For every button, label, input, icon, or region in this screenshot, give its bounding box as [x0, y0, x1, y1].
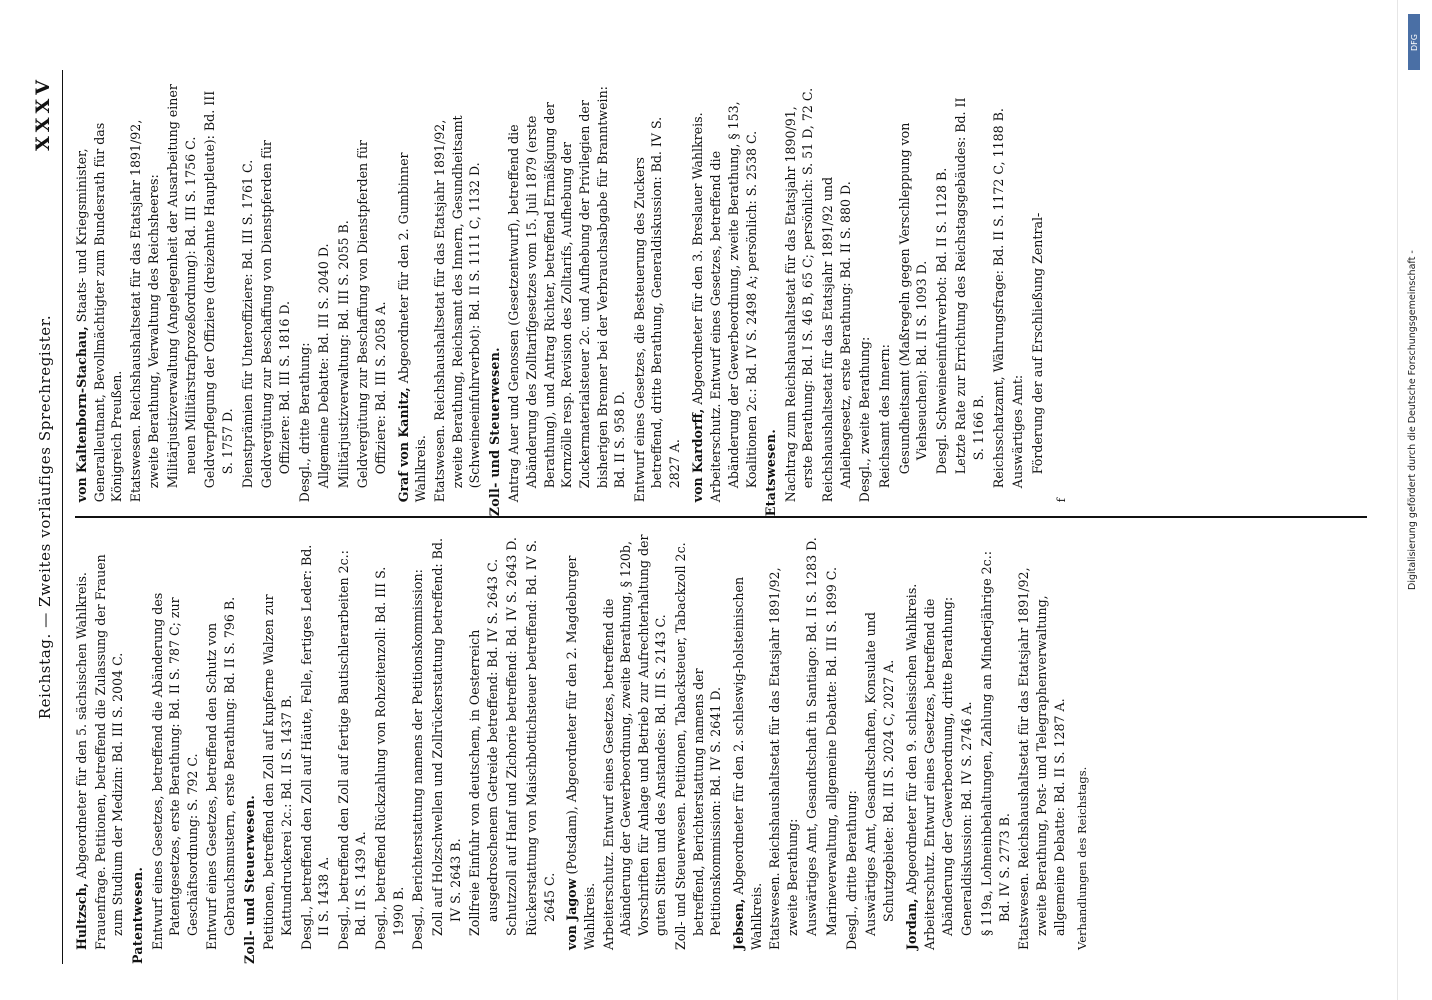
register-item: Etatswesen. Reichshaushaltsetat für das Etatsjahr 1891/92, zweite Berathung, Post- und Telegraphenverwaltung, allgemeine Debatte: Bd. II S. 1287 A.	[1016, 567, 1067, 950]
register-item: Militärjustizverwaltung: Bd. III S. 2055 B.	[335, 220, 351, 489]
right-column	[73, 70, 1367, 516]
register-item: Geldverpflegung der Offiziere (dreizehnte Hauptleute): Bd. III S. 1757 D.	[202, 90, 235, 489]
register-item: Zoll auf Holzschwellen und Zollrückerstattung betreffend: Bd. IV S. 2643 B.	[429, 538, 463, 936]
speaker-name: von Kardorff,	[689, 408, 705, 503]
entry-heading	[395, 84, 430, 502]
register-entry	[73, 532, 558, 964]
register-item: Desgl., zweite Berathung:	[857, 336, 873, 503]
speaker-description: Staats- und Kriegsminister, Generalleutnant, Bevollmächtigter zum Bundesrath für das Königreich Preußen.	[74, 122, 125, 503]
register-entry	[73, 84, 390, 502]
register-entry	[903, 532, 1069, 950]
register-item: Auswärtiges Amt, Gesandtschaften, Konsulate und Schutzgebiete: Bd. III S. 2024 C, 2027 A.	[863, 612, 896, 936]
entry-heading	[689, 84, 707, 502]
dfg-logo	[1408, 14, 1420, 70]
topic-heading: Patentwesen.	[129, 866, 145, 964]
register-item: Desgl. Schweineeinfuhrverbot: Bd. II S. 1128 B.	[933, 167, 949, 475]
page-number: XXXV	[32, 76, 54, 151]
register-item: Generaldiskussion: Bd. IV S. 2746 A.	[959, 701, 975, 936]
register-item: Allgemeine Debatte: Bd. III S. 2040 D.	[316, 243, 332, 489]
entry-heading	[73, 84, 126, 502]
register-entry	[395, 84, 684, 517]
speaker-description: Abgeordneter für den 2. Gumbinner Wahlkreis.	[395, 152, 429, 503]
speaker-description: Abgeordneter für den 3. Breslauer Wahlkreis.	[689, 112, 705, 405]
left-column	[73, 518, 1367, 964]
speaker-description: Abgeordneter für den 9. schlesischen Wahlkreis.	[903, 583, 919, 895]
register-item: Entwurf eines Gesetzes, betreffend den Schutz von Gebrauchsmustern, erste Berathung: Bd. II S. 796 B.	[204, 596, 237, 950]
entry-heading	[903, 532, 921, 950]
register-item: Zollfreie Einfuhr von deutschem, in Oesterreich ausgedroschenem Getreide betreffend: Bd. IV S. 2643 C.	[467, 558, 500, 936]
register-item: Frauenfrage. Petitionen, betreffend die Zulassung der Frauen zum Studium der Medizin: Bd. III S. 2004 C.	[92, 554, 126, 950]
register-item: Antrag Auer und Genossen (Gesetzentwurf), betreffend die Abänderung des Zolltarifgesetzes vom 15. Juli 1879 (erste Berathung), und Antrag Richter, betreffend Ermäßigung der Kornzölle resp. Revision des Zolltarifs, Aufhebung der Zuckermaterialsteuer 2c. und Aufhebung der Privilegien der bisherigen Brenner bei der Verbrauchsabgabe für Branntwein: Bd. II S. 958 D.	[506, 86, 628, 503]
speaker-name: Jebsen,	[730, 898, 746, 950]
register-item: Petitionen, betreffend den Zoll auf kupferne Walzen zur Kattundruckerei 2c.: Bd. II S. 1437 B.	[261, 594, 294, 950]
running-title: Reichstag. — Zweites vorläufiges Sprechregister.	[36, 314, 54, 720]
register-entry	[730, 532, 898, 950]
register-item: Nachtrag zum Reichshaushaltsetat für das Etatsjahr 1890/91, erste Berathung: Bd. I S. 46 B, 65 C; persönlich: S. 51 D, 72 C.	[782, 87, 816, 503]
speaker-name: Graf von Kanitz,	[395, 387, 411, 503]
column-divider	[75, 516, 1367, 518]
entry-heading	[730, 532, 765, 950]
two-column-body	[73, 70, 1367, 964]
scan-edge	[1397, 0, 1398, 1000]
register-item: Geldvergütung zur Beschaffung von Dienstpferden für Offiziere: Bd. III S. 2058 A.	[355, 140, 388, 489]
register-item: Auswärtiges Amt, Gesandtschaft in Santiago: Bd. II S. 1283 D.	[804, 537, 820, 936]
column-footnote: Verhandlungen des Reichstags.	[1075, 766, 1090, 950]
speaker-description: Abgeordneter für den 2. schleswig-holsteinischen Wahlkreis.	[730, 576, 764, 950]
register-item: Entwurf eines Gesetzes, betreffend die Abänderung des Patentgesetzes, erste Berathung: Bd. II S. 787 C; zur Geschäftsordnung: S. 792 C.	[149, 592, 200, 950]
register-item: Schutzzoll auf Hanf und Zichorie betreffend: Bd. IV S. 2643 D.	[504, 537, 520, 936]
register-item: Desgl., betreffend den Zoll auf Häute, Felle, fertiges Leder: Bd. II S. 1438 A.	[298, 544, 332, 950]
watermark-text: Digitalisierung gefördert durch die Deutsche Forschungsgemeinschaft -	[1407, 250, 1418, 590]
register-item: Reichsschatzamt, Währungsfrage: Bd. II S. 1172 C, 1188 B.	[990, 108, 1006, 489]
watermark	[1404, 0, 1424, 1000]
register-item: Zoll- und Steuerwesen. Petitionen, Tabacksteuer, Tabackzoll 2c. betreffend, Berichterstattung namens der Petitionskommission: Bd. IV S. 2641 D.	[673, 542, 724, 950]
register-item: Etatswesen. Reichshaushaltsetat für das Etatsjahr 1891/92, zweite Berathung, Verwaltung des Reichsheeres:	[127, 119, 161, 503]
register-item: Desgl., dritte Berathung:	[296, 342, 312, 503]
register-item: Förderung der auf Erschließung Zentral-	[1029, 212, 1045, 475]
register-item: Entwurf eines Gesetzes, die Besteuerung des Zuckers betreffend, dritte Berathung, Generaldiskussion: Bd. IV S. 2827 A.	[631, 116, 682, 503]
register-item: Gesundheitsamt (Maßregeln gegen Verschleppung von Viehseuchen): Bd. II S. 1093 D.	[896, 122, 930, 475]
page-header	[28, 70, 63, 964]
register-item: Arbeiterschutz. Entwurf eines Gesetzes, betreffend die Abänderung der Gewerbeordnung, zweite Berathung, § 120b, Vorschriften für Anlage und Betrieb zur Aufrechterhaltung der guten Sitten und des Anstandes: Bd. III S. 2143 C.	[600, 534, 669, 950]
register-item: Desgl., betreffend den Zoll auf fertige Bautischlerarbeiten 2c.: Bd. II S. 1439 A.	[335, 550, 369, 950]
entry-heading	[563, 532, 598, 950]
register-item: Dienstprämien für Unteroffiziere: Bd. III S. 1761 C.	[239, 159, 255, 489]
register-item: Etatswesen. Reichshaushaltsetat für das Etatsjahr 1891/92, zweite Berathung:	[767, 567, 800, 950]
register-item: § 119a, Lohneinbehaltungen, Zahlung an Minderjährige 2c.: Bd. IV S. 2773 B.	[979, 551, 1012, 936]
register-item: Marineverwaltung, allgemeine Debatte: Bd. III S. 1899 C.	[824, 567, 839, 936]
register-item: Desgl., dritte Berathung:	[843, 790, 859, 950]
register-entry	[689, 84, 1047, 517]
register-item: Geldvergütung zur Beschaffung von Dienstpferden für Offiziere: Bd. III S. 1816 D.	[259, 140, 292, 489]
speaker-name: Hultzsch,	[74, 882, 89, 950]
register-item: Rückerstattung von Maischbottichsteuer betreffend: Bd. IV S. 2645 C.	[524, 539, 557, 936]
speaker-name: von Jagow	[564, 878, 580, 950]
register-item: Arbeiterschutz. Entwurf eines Gesetzes, betreffend die Abänderung der Gewerbeordnung, zweite Berathung, § 153, Koalitionen 2c.: Bd. IV S. 2498 A; persönlich: S. 2538 C.	[708, 101, 759, 503]
register-item: Reichsamt des Innern:	[876, 344, 892, 489]
entry-heading	[73, 532, 91, 950]
rotated-page	[0, 40, 1390, 1000]
speaker-name: von Kaltenborn-Stachau,	[74, 326, 89, 503]
register-entry	[563, 532, 725, 950]
register-item: Etatswesen. Reichshaushaltsetat für das Etatsjahr 1891/92, zweite Berathung, Reichsamt des Innern, Gesundheitsamt (Schweineeinfuhrverbot): Bd. II S. 1111 C, 1132 D.	[431, 115, 483, 503]
register-item: Reichshaushaltsetat für das Etatsjahr 1891/92 und Anleihegesetz, erste Berathung: Bd. II S. 880 D.	[820, 176, 853, 503]
speaker-description: (Potsdam), Abgeordneter für den 2. Magdeburger Wahlkreis.	[564, 555, 597, 950]
register-item: Arbeiterschutz. Entwurf eines Gesetzes, betreffend die Abänderung der Gewerbeordnung, dritte Berathung:	[922, 596, 955, 950]
topic-heading: Zoll- und Steuerwesen.	[486, 347, 502, 517]
topic-heading: Etatswesen.	[763, 428, 779, 517]
register-item: Letzte Rate zur Errichtung des Reichstagsgebäudes: Bd. II S. 1166 B.	[953, 97, 986, 475]
column-footnote: f	[1053, 497, 1068, 503]
speaker-name: Jordan,	[903, 898, 919, 950]
dfg-logo-label: DFG	[1409, 33, 1419, 51]
register-item: Desgl., betreffend Rückzahlung von Rohzeitenzoll: Bd. III S. 1990 B.	[373, 566, 406, 950]
register-item: Auswärtiges Amt:	[1010, 374, 1026, 489]
topic-heading: Zoll- und Steuerwesen.	[241, 794, 257, 964]
speaker-description: Abgeordneter für den 5. sächsischen Wahlkreis.	[74, 572, 89, 879]
register-item: Militärjustizverwaltung (Angelegenheit der Ausarbeitung einer neuen Militärstrafprozeßordnung): Bd. III S. 1756 C.	[165, 84, 198, 489]
register-item: Desgl., Berichterstattung namens der Petitionskommission:	[410, 569, 426, 950]
